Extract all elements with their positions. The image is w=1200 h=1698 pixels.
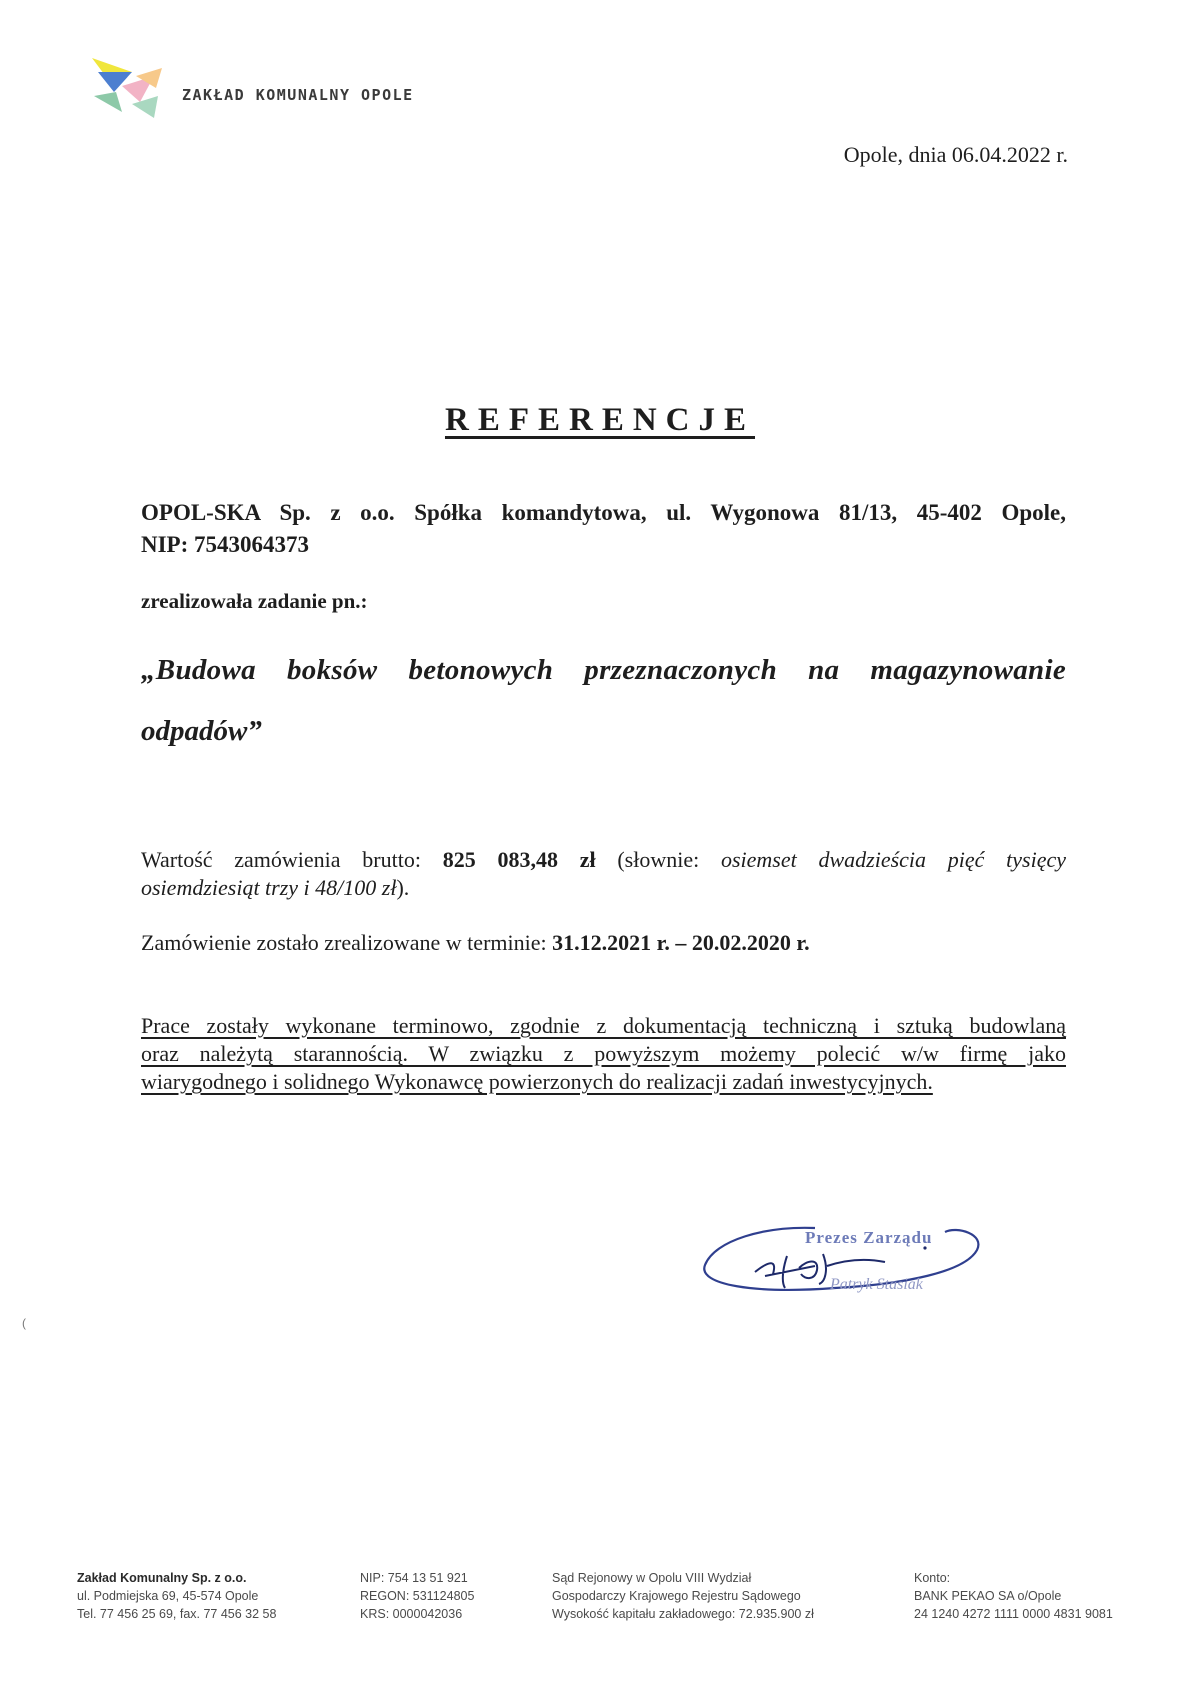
- footer-bank-account: 24 1240 4272 1111 0000 4831 9081: [914, 1607, 1113, 1621]
- task-title-line1: „Budowa boksów betonowych przeznaczonych na magazynowanie: [141, 654, 1066, 686]
- footer-bank-name: BANK PEKAO SA o/Opole: [914, 1589, 1062, 1603]
- date-line: Opole, dnia 06.04.2022 r.: [843, 142, 1068, 167]
- footer-regon: REGON: 531124805: [360, 1589, 475, 1603]
- footer-company-phone: Tel. 77 456 25 69, fax. 77 456 32 58: [77, 1607, 277, 1621]
- task-intro: zrealizowała zadanie pn.:: [141, 589, 368, 613]
- footer-registration: [360, 1569, 474, 1623]
- contractor-line: OPOL-SKA Sp. z o.o. Spółka komandytowa, ul. Wygonowa 81/13, 45-402 Opole,: [141, 500, 1066, 525]
- order-value-words-line2: osiemdziesiąt trzy i 48/100 zł: [141, 875, 397, 900]
- footer-company-name: Zakład Komunalny Sp. z o.o.: [77, 1571, 247, 1585]
- task-title-line2: odpadów”: [141, 715, 262, 747]
- company-logo-icon: [92, 52, 172, 124]
- stamp-name: Patryk Stasiak: [830, 1276, 923, 1293]
- footer-krs: KRS: 0000042036: [360, 1607, 463, 1621]
- stamp-title: Prezes Zarządu: [805, 1228, 933, 1247]
- letterhead-company-name: ZAKŁAD KOMUNALNY OPOLE: [182, 86, 414, 104]
- footer-capital: Wysokość kapitału zakładowego: 72.935.900 zł: [552, 1607, 814, 1621]
- signature-ink-icon: [695, 1210, 995, 1320]
- logo-green-shard: [94, 92, 122, 112]
- recommendation-line3: wiarygodnego i solidnego Wykonawcę powierzonych do realizacji zadań inwestycyjnych.: [141, 1069, 933, 1094]
- footer-bank-label: Konto:: [914, 1571, 951, 1585]
- recommendation-line2: oraz należytą starannością. W związku z powyższym możemy polecić w/w firmę jako: [141, 1041, 1066, 1066]
- term-label: Zamówienie zostało zrealizowane w terminie:: [141, 930, 547, 955]
- logo-teal-shard: [132, 96, 158, 118]
- term-dates: 31.12.2021 r. – 20.02.2020 r.: [552, 930, 810, 955]
- order-value-label: Wartość zamówienia brutto:: [141, 847, 421, 872]
- signature-block: [695, 1210, 995, 1320]
- document-title: REFERENCJE: [444, 402, 756, 438]
- order-value-line2: [141, 874, 409, 902]
- order-value-words-close: ).: [396, 875, 410, 900]
- term-line: [141, 929, 810, 957]
- footer-company: [77, 1569, 276, 1623]
- footer-court: [552, 1569, 814, 1623]
- margin-mark: (: [22, 1316, 26, 1330]
- order-value-line1: [141, 846, 1066, 874]
- footer-bank: [914, 1569, 1113, 1623]
- footer-court-line2: Gospodarczy Krajowego Rejestru Sądowego: [552, 1589, 801, 1603]
- footer-nip: NIP: 754 13 51 921: [360, 1571, 468, 1585]
- order-value-words-open: (słownie:: [617, 847, 700, 872]
- contractor-nip: NIP: 7543064373: [141, 532, 310, 557]
- letterhead-logo: [92, 52, 452, 124]
- footer-company-address: ul. Podmiejska 69, 45-574 Opole: [77, 1589, 259, 1603]
- footer-court-line1: Sąd Rejonowy w Opolu VIII Wydział: [552, 1571, 752, 1585]
- order-value-words-line1: osiemset dwadzieścia pięć tysięcy: [720, 847, 1067, 872]
- order-value-amount: 825 083,48 zł: [442, 847, 596, 872]
- recommendation-line1: Prace zostały wykonane terminowo, zgodnie z dokumentacją techniczną i sztuką budowlaną: [141, 1013, 1066, 1038]
